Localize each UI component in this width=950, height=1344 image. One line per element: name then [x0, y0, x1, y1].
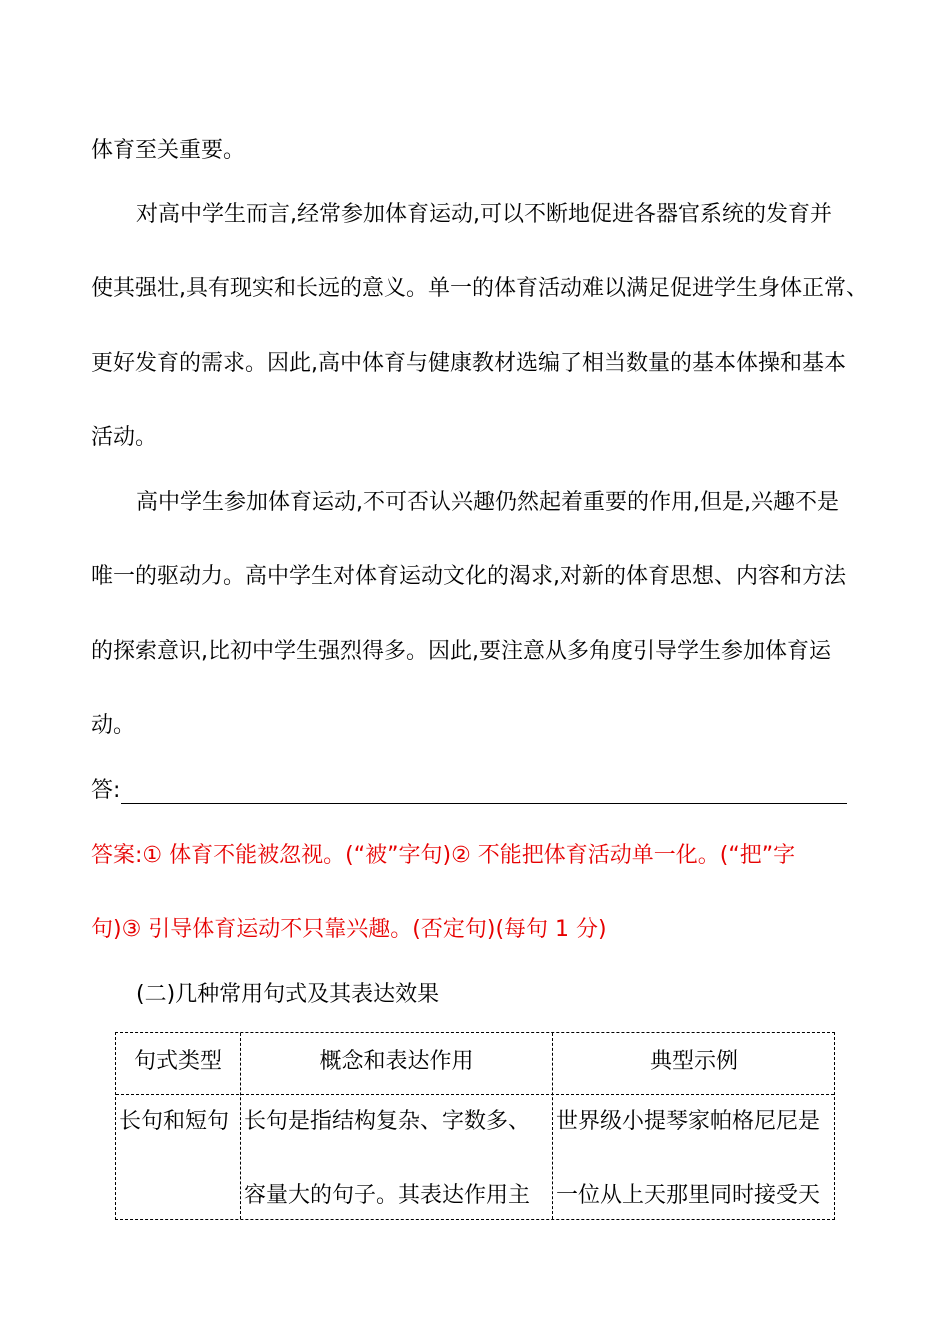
sentence-pattern-table [115, 1032, 835, 1220]
section-heading: (二)几种常用句式及其表达效果 [136, 982, 440, 1007]
answer-key-line: 句)③ 引导体育运动不只靠兴趣。(否定句)(每句 1 分) [91, 917, 607, 942]
answer-key-line: 答案:① 体育不能被忽视。(“被”字句)② 不能把体育活动单一化。(“把”字 [91, 843, 796, 868]
table-header-concept: 概念和表达作用 [319, 1049, 474, 1074]
paragraph-line: 使其强壮,具有现实和长远的意义。单一的体育活动难以满足促进学生身体正常、 [91, 276, 868, 301]
answer-label: 答: [91, 778, 121, 803]
paragraph-line: 更好发育的需求。因此,高中体育与健康教材选编了相当数量的基本体操和基本 [91, 351, 846, 376]
answer-field[interactable] [91, 776, 847, 806]
table-header-example: 典型示例 [649, 1049, 738, 1074]
table-cell-example: 一位从上天那里同时接受天 [556, 1183, 821, 1208]
paragraph-line: 对高中学生而言,经常参加体育运动,可以不断地促进各器官系统的发育并 [136, 202, 832, 227]
paragraph-line: 唯一的驱动力。高中学生对体育运动文化的渴求,对新的体育思想、内容和方法 [91, 564, 846, 589]
paragraph-line: 动。 [91, 713, 136, 738]
table-cell-concept: 容量大的句子。其表达作用主 [244, 1183, 531, 1208]
table-cell-example: 世界级小提琴家帕格尼尼是 [556, 1109, 821, 1134]
table-header-type: 句式类型 [133, 1049, 222, 1074]
table-row-divider [116, 1094, 834, 1095]
table-cell-concept: 长句是指结构复杂、字数多、 [244, 1109, 531, 1134]
paragraph-line: 的探索意识,比初中学生强烈得多。因此,要注意从多角度引导学生参加体育运 [91, 639, 831, 664]
paragraph-line: 体育至关重要。 [91, 138, 246, 163]
paragraph-line: 活动。 [91, 425, 158, 450]
table-cell-type: 长句和短句 [119, 1109, 230, 1134]
answer-blank-line[interactable] [121, 803, 847, 804]
paragraph-line: 高中学生参加体育运动,不可否认兴趣仍然起着重要的作用,但是,兴趣不是 [136, 490, 839, 515]
